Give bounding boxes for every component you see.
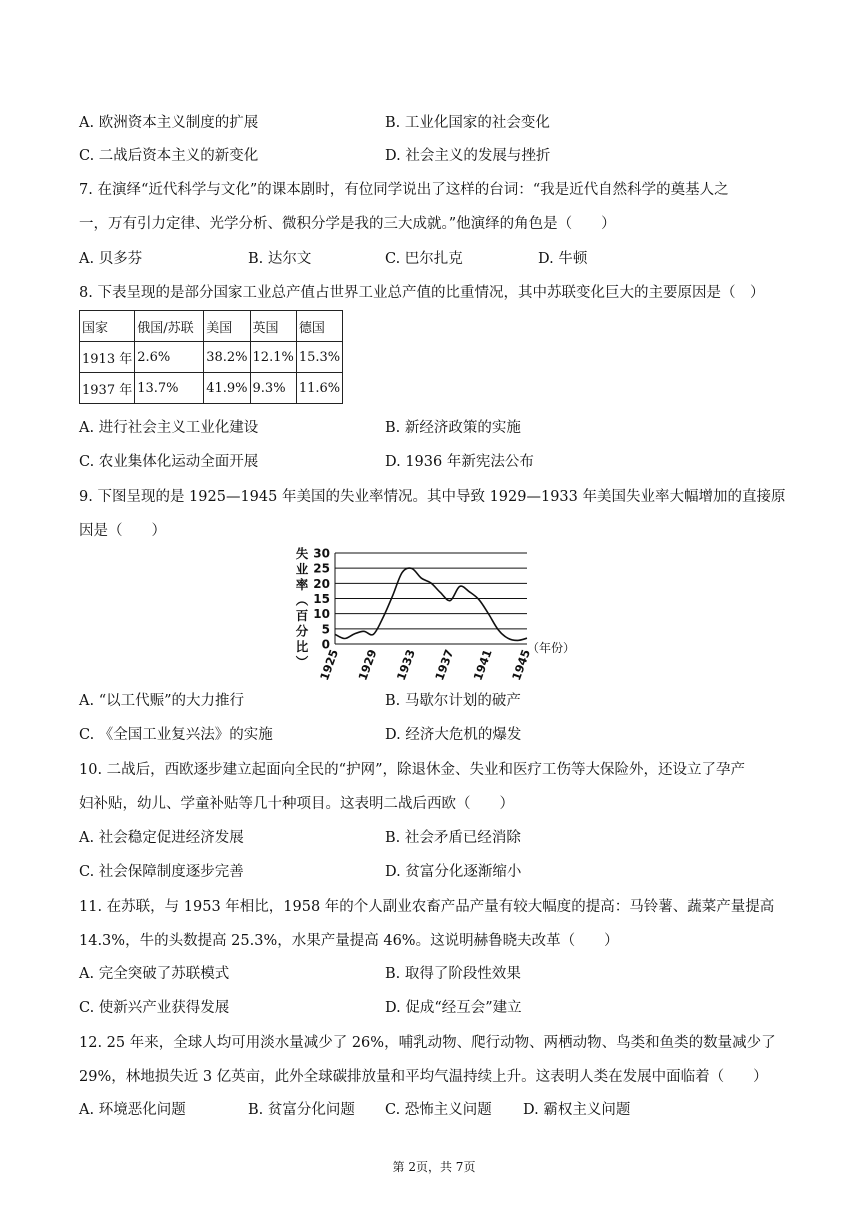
x-tick-label: 1945 <box>509 647 534 683</box>
y-axis-label-char: ︶ <box>295 654 309 670</box>
q7-option-b: B. 达尔文 <box>248 251 312 267</box>
table-header-cell: 俄国/苏联 <box>135 311 204 342</box>
table-row <box>80 342 343 373</box>
x-tick-label: 1925 <box>317 647 342 683</box>
q9-stem-line2: 因是（ ） <box>79 523 166 539</box>
y-tick-label: 5 <box>321 622 330 637</box>
table-header-cell: 国家 <box>80 311 135 342</box>
q8-option-c: C. 农业集体化运动全面开展 <box>79 454 259 470</box>
table-row <box>80 373 343 404</box>
q6-option-c: C. 二战后资本主义的新变化 <box>79 148 259 164</box>
y-tick-label: 0 <box>321 637 330 652</box>
q8-option-b: B. 新经济政策的实施 <box>385 420 521 436</box>
y-tick-label: 10 <box>313 607 330 622</box>
table-cell: 1913 年 <box>80 342 135 373</box>
table-cell: 13.7% <box>135 373 204 404</box>
q10-option-d: D. 贫富分化逐渐缩小 <box>385 864 522 880</box>
table-cell: 38.2% <box>204 342 250 373</box>
q7-option-d: D. 牛顿 <box>538 251 588 267</box>
q10-stem-line2: 妇补贴，幼儿、学童补贴等几十种项目。这表明二战后西欧（ ） <box>79 796 514 812</box>
y-axis-label-char: 比 <box>295 639 309 654</box>
table-header-cell: 英国 <box>250 311 296 342</box>
unemployment-series-line <box>335 568 527 640</box>
q8-option-d: D. 1936 年新宪法公布 <box>385 454 534 470</box>
x-tick-label: 1929 <box>355 647 380 683</box>
y-tick-labels <box>313 547 330 652</box>
q6-option-b: B. 工业化国家的社会变化 <box>385 115 550 131</box>
y-tick-label: 30 <box>313 546 330 561</box>
q6-option-a: A. 欧洲资本主义制度的扩展 <box>79 115 259 131</box>
q11-option-c: C. 使新兴产业获得发展 <box>79 1000 230 1016</box>
q11-option-b: B. 取得了阶段性效果 <box>385 966 521 982</box>
q9-option-b: B. 马歇尔计划的破产 <box>385 693 521 709</box>
table-header-cell: 德国 <box>296 311 342 342</box>
q8-option-a: A. 进行社会主义工业化建设 <box>79 420 259 436</box>
y-axis-label-char: 业 <box>295 561 309 577</box>
x-tick-label: 1933 <box>393 647 418 683</box>
y-axis-label-char: 失 <box>295 546 309 561</box>
table-cell: 41.9% <box>204 373 250 404</box>
x-tick-labels <box>317 647 533 682</box>
q11-stem-line1: 11. 在苏联，与 1953 年相比，1958 年的个人副业农畜产品产量有较大幅度的提高：马铃薯、蔬菜产量提高 <box>79 899 775 915</box>
q12-option-d: D. 霸权主义问题 <box>523 1102 631 1118</box>
y-axis-label-char: ︵ <box>295 592 309 608</box>
y-tick-label: 25 <box>313 561 330 576</box>
q7-stem-line2: 一，万有引力定律、光学分析、微积分学是我的三大成就。”他演绎的角色是（ ） <box>79 216 616 232</box>
q11-option-a: A. 完全突破了苏联模式 <box>79 966 230 982</box>
q7-stem-line1: 7. 在演绎“近代科学与文化”的课本剧时，有位同学说出了这样的台词：“我是近代自然科学的奠基人之 <box>79 182 729 198</box>
q10-stem-line1: 10. 二战后，西欧逐步建立起面向全民的“护网”，除退休金、失业和医疗工伤等大保险外，还设立了孕产 <box>79 762 745 778</box>
y-axis-label-char: 百 <box>295 608 309 623</box>
q11-stem-line2: 14.3%，牛的头数提高 25.3%，水果产量提高 46%。这说明赫鲁晓夫改革（ ） <box>79 933 619 949</box>
q7-option-c: C. 巴尔扎克 <box>385 251 463 267</box>
table-cell: 15.3% <box>296 342 342 373</box>
q12-option-a: A. 环境恶化问题 <box>79 1102 186 1118</box>
q10-option-c: C. 社会保障制度逐步完善 <box>79 864 244 880</box>
table-cell: 1937 年 <box>80 373 135 404</box>
q10-option-a: A. 社会稳定促进经济发展 <box>79 830 244 846</box>
table-cell: 11.6% <box>296 373 342 404</box>
q6-option-d: D. 社会主义的发展与挫折 <box>385 148 551 164</box>
q8-stem: 8. 下表呈现的是部分国家工业总产值占世界工业总产值的比重情况，其中苏联变化巨大的主要原因是（ ） <box>79 285 765 301</box>
q12-stem-line2: 29%，林地损失近 3 亿英亩，此外全球碳排放量和平均气温持续上升。这表明人类在发展中面临着（ ） <box>79 1069 768 1085</box>
q7-option-a: A. 贝多芬 <box>79 251 143 267</box>
y-tick-label: 15 <box>313 592 330 606</box>
q8-table <box>79 310 343 404</box>
x-tick-label: 1941 <box>470 647 495 683</box>
y-tick-label: 20 <box>313 576 330 591</box>
y-axis-label <box>296 546 309 670</box>
q9-unemployment-chart <box>290 545 590 685</box>
table-cell: 12.1% <box>250 342 296 373</box>
q9-stem-line1: 9. 下图呈现的是 1925—1945 年美国的失业率情况。其中导致 1929—1933 年美国失业率大幅增加的直接原 <box>79 489 786 505</box>
q12-stem-line1: 12. 25 年来，全球人均可用淡水量减少了 26%，哺乳动物、爬行动物、两栖动物、鸟类和鱼类的数量减少了 <box>79 1035 776 1051</box>
page-footer: 第 2页，共 7页 <box>392 1160 476 1174</box>
y-axis-label-char: 分 <box>295 623 309 639</box>
x-tick-label: 1937 <box>432 647 457 683</box>
x-axis-label: （年份） <box>527 641 576 655</box>
y-axis-label-char: 率 <box>295 577 309 592</box>
q10-option-b: B. 社会矛盾已经消除 <box>385 830 521 846</box>
q9-option-d: D. 经济大危机的爆发 <box>385 727 522 743</box>
q12-option-b: B. 贫富分化问题 <box>248 1102 355 1118</box>
q12-option-c: C. 恐怖主义问题 <box>385 1102 492 1118</box>
q11-option-d: D. 促成“经互会”建立 <box>385 1000 522 1016</box>
q9-option-c: C. 《全国工业复兴法》的实施 <box>79 727 273 743</box>
q9-option-a: A. “以工代赈”的大力推行 <box>79 693 245 709</box>
table-cell: 9.3% <box>250 373 296 404</box>
table-cell: 2.6% <box>135 342 204 373</box>
table-header-cell: 美国 <box>204 311 250 342</box>
table-header-row <box>80 311 343 342</box>
